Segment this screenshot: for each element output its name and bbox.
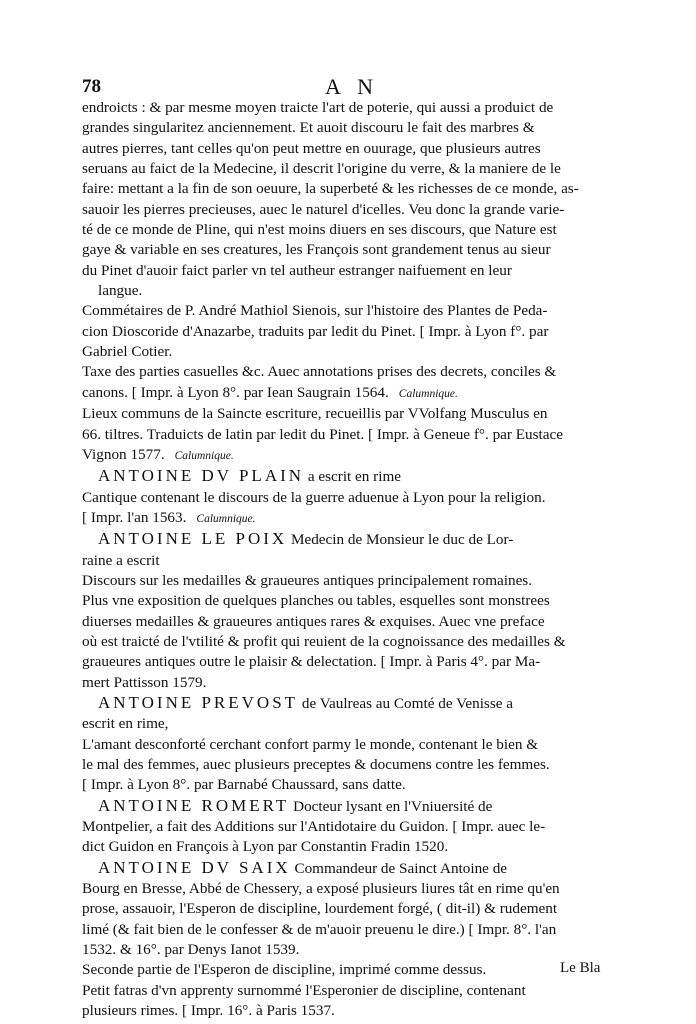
text-line bbox=[82, 817, 604, 837]
line-text: graueures antiques outre le plaisir & delectation. [ Impr. à Paris 4°. par Ma- bbox=[82, 653, 541, 671]
text-line bbox=[82, 551, 604, 571]
author-heading-line bbox=[82, 529, 604, 550]
line-text: seruans au faict de la Medecine, il descrit l'origine du verre, & la maniere de le bbox=[82, 160, 561, 178]
line-text: [ Impr. l'an 1563. bbox=[82, 508, 187, 526]
marginal-note: Calumnique. bbox=[398, 387, 458, 400]
text-line bbox=[82, 488, 604, 508]
line-text: Plus vne exposition de quelques planches ou tables, esquelles sont monstrees bbox=[82, 592, 550, 610]
line-text: de Vaulreas au Comté de Venisse a bbox=[298, 694, 514, 712]
text-line bbox=[82, 899, 604, 919]
text-line bbox=[82, 322, 604, 342]
line-text: diuerses medailles & graueures antiques rares & exquises. Auec vne preface bbox=[82, 612, 545, 630]
text-line bbox=[82, 612, 604, 632]
line-text: Montpelier, a fait des Additions sur l'Antidotaire du Guidon. [ Impr. auec le- bbox=[82, 818, 546, 836]
text-line bbox=[82, 200, 604, 220]
line-text: raine a escrit bbox=[82, 551, 160, 569]
text-line bbox=[82, 1001, 604, 1021]
line-text: endroicts : & par mesme moyen traicte l'art de poterie, qui aussi a produict de bbox=[82, 99, 554, 116]
author-heading-line bbox=[82, 693, 604, 714]
line-text: té de ce monde de Pline, qui n'est moins diuers en ses discours, que Nature est bbox=[82, 221, 557, 239]
line-text: mert Pattisson 1579. bbox=[82, 673, 207, 691]
text-line bbox=[82, 591, 604, 611]
line-text: cion Dioscoride d'Anazarbe, traduits par ledit du Pinet. [ Impr. à Lyon f°. par bbox=[82, 322, 549, 340]
line-text: L'amant desconforté cerchant confort parmy le monde, contenant le bien & bbox=[82, 735, 539, 753]
line-text: Docteur lysant en l'Vniuersité de bbox=[289, 797, 493, 815]
line-text: 66. tiltres. Traduicts de latin par ledit du Pinet. [ Impr. à Geneue f°. par Eustace bbox=[82, 425, 563, 443]
text-line bbox=[82, 673, 604, 693]
line-text: plusieurs rimes. [ Impr. 16°. à Paris 1537. bbox=[82, 1002, 335, 1020]
author-name: ANTOINE ROMERT bbox=[98, 795, 290, 815]
text-line bbox=[82, 179, 604, 199]
text-line bbox=[82, 571, 604, 591]
line-text: faire: mettant a la fin de son oeuure, la superbeté & les richesses de ce monde, as- bbox=[82, 180, 579, 198]
text-line bbox=[82, 425, 604, 445]
text-line bbox=[82, 301, 604, 321]
line-text: gaye & variable en ses creatures, les François sont grandement tenus au sieur bbox=[82, 241, 551, 259]
text-line bbox=[82, 755, 604, 775]
text-line bbox=[82, 445, 604, 466]
text-line bbox=[82, 139, 604, 159]
catchword: Le Bla bbox=[560, 960, 601, 976]
author-name: ANTOINE DV SAIX bbox=[98, 857, 291, 877]
line-text: Taxe des parties casuelles &c. Auec annotations prises des decrets, conciles & bbox=[82, 363, 557, 381]
text-line bbox=[82, 920, 604, 940]
text-line bbox=[82, 240, 604, 260]
author-name: ANTOINE PREVOST bbox=[98, 692, 299, 712]
line-text: Discours sur les medailles & graueures antiques principalement romaines. bbox=[82, 571, 533, 589]
text-line bbox=[82, 981, 604, 1001]
text-line bbox=[82, 960, 604, 980]
line-text: où est traicté de l'vtilité & profit qui reuient de la cognoissance des medailles & bbox=[82, 632, 566, 650]
author-name: ANTOINE DV PLAIN bbox=[98, 466, 305, 486]
text-line bbox=[82, 879, 604, 899]
text-line bbox=[82, 652, 604, 672]
marginal-note: Calumnique. bbox=[196, 512, 256, 525]
line-text: Gabriel Cotier. bbox=[82, 343, 173, 361]
line-text: a escrit en rime bbox=[304, 468, 402, 486]
line-text: limé (& fait bien de le confesser & de m'auoir preuenu le dire.) [ Impr. 8°. l'an bbox=[82, 920, 557, 938]
author-name: ANTOINE LE POIX bbox=[98, 529, 288, 549]
text-line bbox=[82, 383, 604, 404]
body-text bbox=[82, 98, 604, 1021]
line-text: sauoir les pierres precieuses, auec le naturel d'icelles. Veu donc la grande varie- bbox=[82, 200, 565, 218]
line-text: Seconde partie de l'Esperon de discipline, imprimé comme dessus. bbox=[82, 961, 487, 979]
text-line bbox=[82, 404, 604, 424]
text-line bbox=[82, 98, 604, 118]
line-text: Cantique contenant le discours de la guerre aduenue à Lyon pour la religion. bbox=[82, 488, 546, 506]
line-text: Lieux communs de la Saincte escriture, recueillis par VVolfang Musculus en bbox=[82, 405, 548, 423]
text-line bbox=[82, 281, 604, 301]
text-line bbox=[82, 342, 604, 362]
text-line bbox=[82, 118, 604, 138]
text-line bbox=[82, 220, 604, 240]
line-text: escrit en rime, bbox=[82, 715, 169, 733]
author-heading-line bbox=[82, 466, 604, 487]
text-line bbox=[82, 632, 604, 652]
line-text: [ Impr. à Lyon 8°. par Barnabé Chaussard, sans datte. bbox=[82, 776, 406, 794]
text-line bbox=[82, 261, 604, 281]
text-line bbox=[82, 735, 604, 755]
text-line bbox=[82, 362, 604, 382]
running-head: A N bbox=[324, 74, 380, 99]
text-line bbox=[82, 775, 604, 795]
line-text: le mal des femmes, auec plusieurs preceptes & documens contre les femmes. bbox=[82, 756, 550, 773]
marginal-note: Calumnique. bbox=[174, 449, 234, 462]
line-text: du Pinet d'auoir faict parler vn tel autheur estranger naifuement en leur bbox=[82, 261, 512, 279]
line-text: Vignon 1577. bbox=[82, 445, 165, 463]
line-text: 1532. & 16°. par Denys Ianot 1539. bbox=[82, 941, 300, 959]
line-text: dict Guidon en François à Lyon par Constantin Fradin 1520. bbox=[82, 838, 449, 856]
line-text: langue. bbox=[98, 282, 143, 300]
text-line bbox=[82, 837, 604, 857]
text-line bbox=[82, 159, 604, 179]
line-text: Petit fatras d'vn apprenty surnommé l'Esperonier de discipline, contenant bbox=[82, 981, 526, 999]
line-text: Commandeur de Sainct Antoine de bbox=[290, 859, 508, 877]
page-header bbox=[82, 76, 622, 100]
text-line bbox=[82, 714, 604, 734]
author-heading-line bbox=[82, 858, 604, 879]
page-number: 78 bbox=[82, 76, 101, 97]
line-text: Commétaires de P. André Mathiol Sienois, sur l'histoire des Plantes de Peda- bbox=[82, 302, 548, 320]
line-text: Medecin de Monsieur le duc de Lor- bbox=[287, 531, 514, 549]
line-text: canons. [ Impr. à Lyon 8°. par Iean Saugrain 1564. bbox=[82, 383, 389, 401]
line-text: Bourg en Bresse, Abbé de Chessery, a exposé plusieurs liures tât en rime qu'en bbox=[82, 880, 560, 898]
author-heading-line bbox=[82, 796, 604, 817]
text-line bbox=[82, 940, 604, 960]
line-text: prose, assauoir, l'Esperon de discipline, lourdement forgé, ( dit-il) & rudement bbox=[82, 900, 558, 918]
line-text: autres pierres, tant celles qu'on peut mettre en ouurage, que plusieurs autres bbox=[82, 139, 541, 157]
line-text: grandes singularitez anciennement. Et auoit discouru le fait des marbres & bbox=[82, 119, 535, 137]
text-line bbox=[82, 508, 604, 529]
